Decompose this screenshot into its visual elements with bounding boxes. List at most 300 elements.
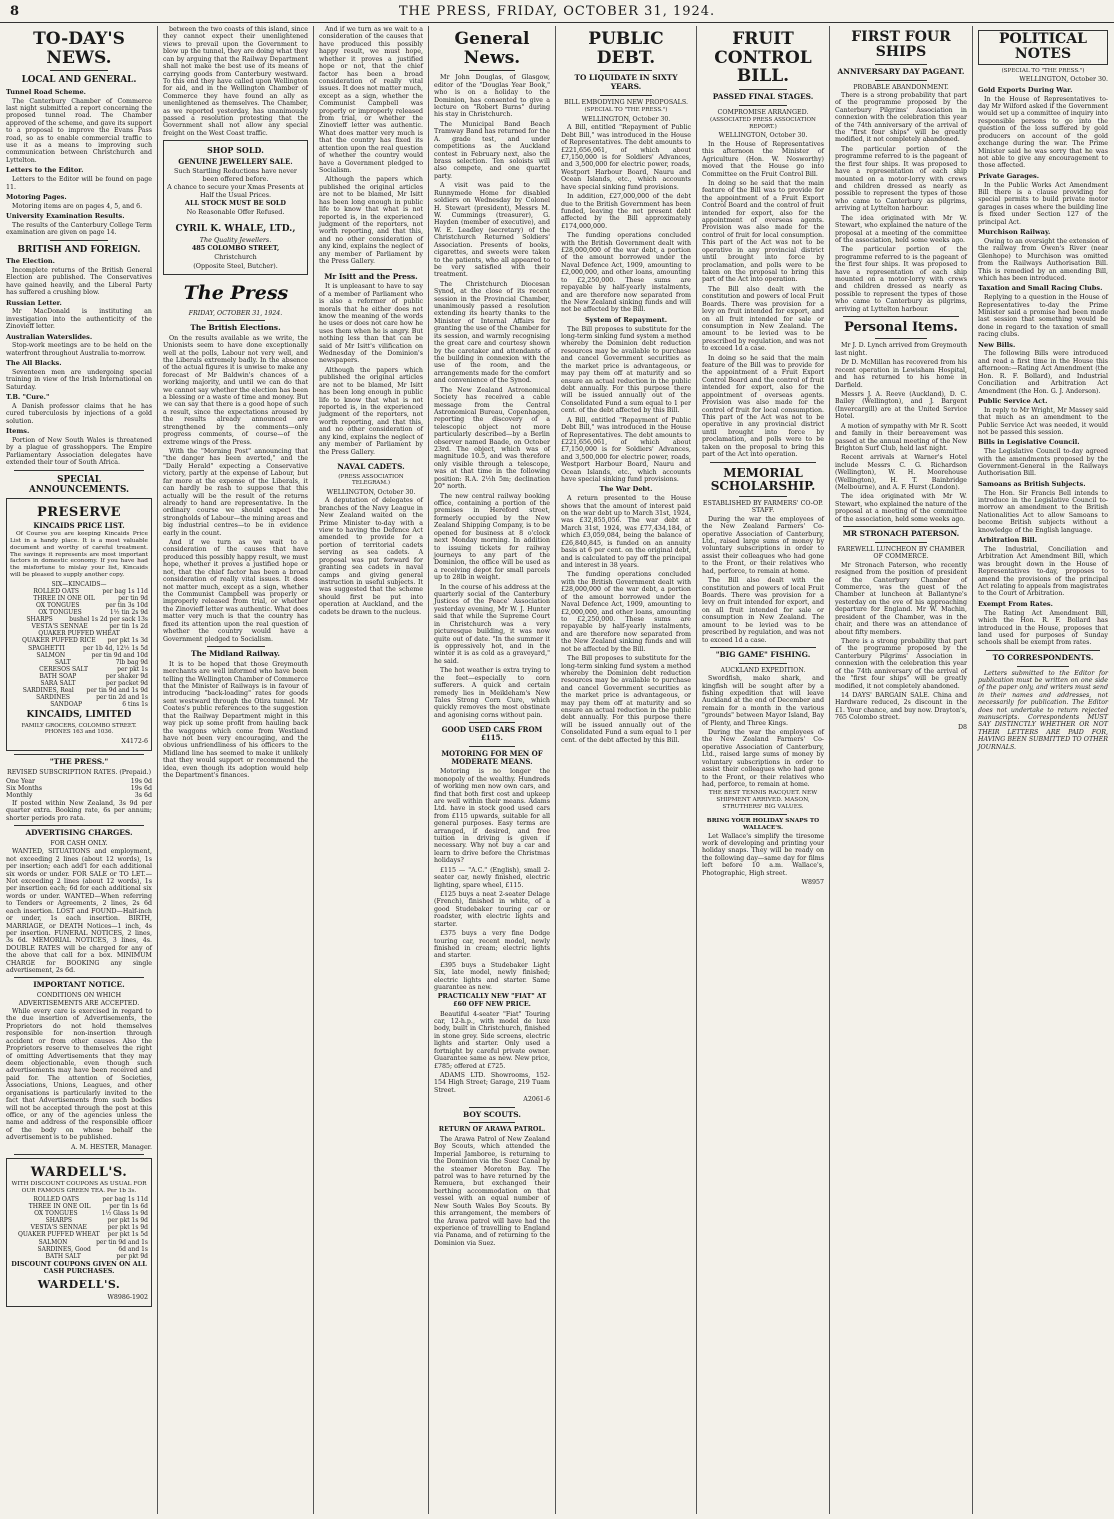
article-text: In doing so he said that the main feature of the Bill was to provide for the appointment of a Fruit Export Control Board and the control of fruit intended for export, also for the appointment of overseas agents. Provision was also made for the control of fruit for local consumption. This part of the Act was not to be operative in any provincial district until brought into force by proclamation, and polls were to be taken on the proposal to bring this part of the Act into operation. — [702, 179, 824, 284]
price-value: per pkt 1s 9d — [107, 1217, 148, 1225]
article-text: Mr Stronach Paterson, who recently resigned from the position of president of the Canterbury Chamber of Commerce, was the guest of the Chamber at luncheon at Ballantyne's yesterday on the eve of his approaching departure for England. Mr W. Machin, president of the Chamber, was in the chair, and there was an attendance of about fifty members. — [835, 561, 967, 636]
news-item-title: Items. — [6, 427, 30, 436]
news-item-text: Portion of New South Wales is threatened by a plague of grasshoppers. The Empire Parliamentary Association delegates have extended their tour of South Africa. — [6, 437, 152, 467]
divider — [207, 646, 265, 647]
ad-title: SHOP SOLD. — [207, 145, 264, 156]
note-text: In the House of Representatives to-day Mr Wilford asked if the Government would set up a committee of inquiry into responsible persons to go into the question of the loss suffered by gold producers on account of the gold exchange during the war. The Prime Minister said he was sorry that he was not able to give any encouragement to those affected. — [978, 95, 1108, 170]
advertising-title: ADVERTISING CHARGES. — [25, 828, 133, 838]
column-6 — [698, 26, 828, 1514]
editorial-continued: Although the papers which published the original articles are not to be blamed, Mr Isitt has been long enough in public life to know that what is not reported is, in the experienced judgment of the reporters, not worth reporting, and that this, and no other consideration of any kind, explains the neglect of any member of Parliament by the Press Gallery. — [319, 176, 423, 266]
memorial-title: MEMORIAL SCHOLARSHIP. — [710, 465, 816, 493]
price-item: QUAKER PUFFED WHEAT — [38, 630, 120, 638]
note-text: Owing to an oversight the extension of the railway from Owen's River (near Glenhope) to Murchison was omitted from the Railways Authorisation Bill. This is remedied by an amending Bill, which has been introduced. — [978, 237, 1108, 282]
fiat-headline: PRACTICALLY NEW "FIAT" AT £60 OFF NEW PRICE. — [437, 992, 547, 1009]
personal-item: Messrs J. A. Reeve (Auckland), D. C. Bailey (Wellington), and J. Bargent (Invercargill) are at the United Service Hotel. — [835, 391, 967, 421]
correspondents-title: TO CORRESPONDENTS. — [992, 652, 1094, 662]
motoring-text: Motoring is no longer the monopoly of the wealthy. Hundreds of working men now own cars, and find that both first cost and upkeep are well within their means. Adams Ltd. have in stock good used cars from £115 upwards, suitable for all general purposes. Easy terms are arranged, if desired, and free tuition in driving is given if necessary. Why not buy a car and learn to drive before the Christmas holidays? — [434, 768, 550, 865]
personal-items-title: Personal Items. — [844, 320, 958, 336]
news-item-title: Russian Letter. — [6, 298, 62, 307]
price-item: OX TONGUES — [34, 1210, 78, 1218]
ad-firm-sub: The Quality Jewellers. — [199, 235, 272, 244]
column-2 — [159, 26, 312, 1514]
divider — [50, 240, 108, 241]
article-text: During the war the employees of the New Zealand Farmers' Co-operative Association of Canterbury, Ltd., raised large sums of money by voluntary subscriptions in order to assist their colleagues who had gone to the Front, or their relatives who had, perforce, to remain at home. — [702, 515, 824, 575]
fiat-text: Beautiful 4-seater "Fiat" Touring car, 12-h.p., with model de luxe body, built in Christchurch, finished in stone grey. Side screens, electric lights and starter. Only used a fortnight by careful private owner. Guarantee same as new. New price, £785; offered at £725. — [434, 1010, 550, 1070]
british-foreign-heading: BRITISH AND FOREIGN. — [17, 244, 141, 255]
personal-item: Recent arrivals at Warner's Hotel include Messrs C. G. Richardson (Wellington), W. H. Moorehouse (Wellington), H. T. Bainbridge (Melbourne), and A. F. Hurst (London). — [835, 454, 967, 492]
note-text: The Legislative Council to-day agreed with the amendments proposed by the Government-General in the Railways Authorisation Bill. — [978, 448, 1108, 478]
news-item-text: Motoring items are on pages 4, 5, and 6. — [12, 202, 143, 210]
price-value: 1½ Glass 1s 9d — [101, 1210, 148, 1218]
divider — [350, 269, 392, 270]
boy-scouts-text: The Arawa Patrol of New Zealand Boy Scouts, which attended the Imperial Jamboree, is returning to the Dominion via the Suez Canal by the steamer Moreton Bay. The patrol was to have returned by the Remuera, but exchanged their berthing accommodation on that vessel with an equal number of New South Wales Boy Scouts. By this arrangement, the members of the Arawa patrol will have had the experience of travelling to England via Panama, and of returning to the Dominion via Suez. — [434, 1135, 550, 1247]
price-value: per pkt 1s 3d — [107, 637, 148, 645]
price-value: per packet 9d — [105, 679, 148, 687]
price-value: 7lb bag 9d — [115, 658, 148, 666]
price-item: VESTA'S SENNAE — [31, 623, 88, 631]
price-row — [10, 694, 148, 701]
price-row — [10, 623, 148, 630]
column-5 — [557, 26, 695, 1514]
svg-text:The Press: The Press — [183, 282, 288, 305]
price-value: bushel 1s 2d per sack 13s — [69, 616, 148, 624]
price-row — [10, 680, 148, 687]
divider — [710, 462, 816, 463]
car-listing: £395 buys a Studebaker Light Six, late model, newly finished; electric lights and starter. Same guarantee as new. — [434, 961, 550, 992]
wardells-advertisement — [6, 1158, 152, 1307]
editorial-title: The British Elections. — [190, 322, 281, 332]
divider — [739, 496, 788, 497]
car-listing: £375 buys a very fine Dodge touring car, recent model, newly finished in cream; electric lights and starter. — [434, 930, 550, 960]
price-row — [10, 1239, 148, 1246]
price-item: SARDINES — [36, 694, 70, 702]
press-emblem-icon — [166, 279, 306, 305]
price-value: per tin 3s 10d — [105, 602, 148, 610]
news-paragraph: Mr John Douglas, of Glasgow, editor of the "Douglas Year Book," who is on a holiday to the Dominion, has consented to give a lecture on "Robert Burns" during his stay in Christchurch. — [434, 74, 550, 119]
divider — [14, 825, 144, 826]
price-item: SPAGHETTI — [28, 644, 65, 652]
divider — [843, 526, 959, 527]
article-text: In addition, £27,000,000 of the debt due to the British Government has been funded, leaving the net present debt affected by the Bill approximately £174,000,000. — [561, 193, 691, 230]
news-item-title: T.B. "Cure." — [6, 393, 50, 402]
price-row — [10, 595, 148, 602]
article-text: The Bill proposes to substitute for the long-term sinking fund system a method whereby the Dominion debt reduction resources may be available to purchase and cancel Government securities as the market price is advantageous, or may pay them off at maturity and so ensure an actual reduction in the public debt annually. For this purpose there will be issued annually out of the Consolidated Fund a sum equal to 1 per cent. of the debt affected by this Bill. — [561, 655, 691, 744]
price-value: per pkt 9d — [116, 1252, 148, 1260]
stronach-title: MR STRONACH PATERSON. — [842, 529, 960, 539]
row-label: Monthly — [6, 792, 33, 800]
divider — [739, 814, 788, 815]
price-value: per tin 9d and 1s 9d — [86, 687, 148, 694]
divider — [14, 470, 144, 471]
subheading: ESTABLISHED BY FARMERS' CO-OP. STAFF. — [702, 499, 824, 515]
boy-scouts-sub: RETURN OF ARAWA PATROL. — [438, 1125, 546, 1134]
editorial-continued: And if we turn as we wait to a consideration of the causes that have produced this possibly happy result, we must hope, whether it proves a justified hope or not, that the chief factor has been a broad consideration of really vital issues. It does not matter much, except as a sign, whether the Communist Campbell was properly or improperly released from trial, or whether the Zinovieff letter was authentic. What does matter very much is that the country has fixed its attention upon the real question of whether the country would have a Government pledged to Socialism. — [319, 26, 423, 175]
price-row — [10, 630, 148, 637]
price-value: per tin 2d and 1s — [96, 694, 148, 702]
divider — [469, 1122, 515, 1123]
divider — [875, 542, 928, 543]
row-value: 3s 6d — [134, 792, 152, 800]
price-row — [10, 1196, 148, 1203]
price-item: CERESOS SALT — [39, 665, 88, 673]
note-title: Arbitration Bill. — [978, 536, 1037, 545]
news-paragraph: In the course of his address at the quarterly social of the Canterbury Justices of the Peace' Association yesterday evening, Mr W. J. Hunter said that while the Supreme Court in Christchurch was a very picturesque building, it was now quite out of date. "In the summer it is oppressively hot, and in the winter it is as cold as a graveyard," he said. — [434, 583, 550, 665]
ad-line: A chance to secure your Xmas Presents at Half the Usual Prices. — [167, 183, 304, 199]
note-text: In reply to Mr Wright, Mr Massey said that much as an amendment to the Public Service Act was needed, it would not be passed this session. — [978, 406, 1108, 436]
page-number: 8 — [10, 4, 20, 19]
subscription-title: "THE PRESS." — [49, 757, 109, 767]
column-1 — [2, 26, 156, 1514]
price-list — [10, 581, 148, 708]
note-title: Taxation and Small Racing Clubs. — [978, 284, 1103, 293]
note-title: Gold Exports During War. — [978, 85, 1073, 94]
ad-footer: DISCOUNT COUPONS GIVEN ON ALL CASH PURCHASES. — [11, 1259, 147, 1276]
note-text: The Rating Act Amendment Bill, which the Hon. R. F. Bollard has introduced in the House, proposes that land used for purposes of Sunday schools shall be exempt from rates. — [978, 609, 1108, 647]
ad-text: Of Course you are keeping Kincaids Price List in a handy place. It is a most valuable document and worthy of careful treatment. The savings it represents are most important factors in domestic economy. If you have had the misfortune to mislay your list, Kincaids will be pleased to supply another copy. — [10, 531, 148, 578]
todays-news-heading: TO-DAY'S NEWS. — [33, 29, 125, 68]
news-item-title: Tunnel Road Scheme. — [6, 87, 86, 96]
kincaids-advertisement — [6, 498, 152, 751]
divider — [875, 64, 928, 65]
column-8 — [974, 26, 1112, 1514]
news-item-text: Seventeen men are undergoing special training in view of the Irish International on Saturday. — [6, 368, 152, 391]
masthead — [0, 0, 1114, 23]
divider — [350, 459, 392, 460]
price-row — [10, 1210, 148, 1217]
divider — [875, 80, 928, 81]
byline: (SPECIAL TO "THE PRESS.") — [584, 107, 668, 114]
section-title: System of Repayment. — [584, 315, 668, 324]
news-paragraph: The Christchurch Diocesan Synod, at the close of its recent session in the Provincial Chamber, unanimously passed a resolution extending its hearty thanks to the Minister of Internal Affairs for granting the use of the Chamber for its session, and warmly recognising the great care and courtesy shown by the caretaker and attendants of the building in connexion with the use of the room, and the arrangements made for the comfort and convenience of the Synod. — [434, 280, 550, 385]
motoring-title: MOTORING FOR MEN OF MODERATE MEANS. — [441, 748, 543, 766]
ad-city: Christchurch — [214, 253, 257, 261]
divider — [739, 89, 788, 90]
price-row — [10, 645, 148, 652]
masthead-title: THE PRESS, FRIDAY, OCTOBER 31, 1924. — [398, 4, 716, 19]
article-text: The Bill also dealt with the constitution and powers of local Fruit Boards. There was provision for a levy on fruit intended for export, and on all fruit intended for sale or consumption in New Zealand. The amount to be levied was to be prescribed by regulation, and was not to exceed 1d a case. — [702, 285, 824, 353]
column-3 — [315, 26, 427, 1514]
price-item: SANDOAP — [50, 701, 82, 709]
correspondents-text: Letters submitted to the Editor for publication must be written on one side of the paper only, and writers must send in their names and addresses, not necessarily for publication. The Editor does not undertake to return rejected manuscripts. Correspondents MUST SAY DISTINCTLY WHETHER OR NOT THEIR LETTERS ARE PAID FOR, HAVING BEEN SUBMITTED TO OTHER JOURNALS. — [978, 669, 1108, 751]
price-row — [10, 659, 148, 666]
news-paragraph: A visit was paid to the Runnymede Home for disabled soldiers on Wednesday by Colonel H. Stewart (president), Messrs M. W. Cummings (treasurer), G. Hayden (member of executive), and W. E. Leadley (secretary) of the Christchurch Returned Soldiers' Association. Presents of books, cigarettes, and sweets were taken to the patients, who all appeared to be very satisfied with their treatment. — [434, 182, 550, 279]
article-text: The particular portion of the programme referred to is the pageant of the first four ships. It was proposed to have a representation of each ship mounted on a motor-lorry with crews and children dressed as nearly as possible to represent the types of those who came to Canterbury as pilgrims, arriving at Lyttelton harbour. — [835, 246, 967, 313]
price-item: BATH SOAP — [39, 672, 77, 680]
price-value: per tin 9d — [118, 594, 148, 602]
ad-ref: X4172-6 — [121, 738, 148, 746]
price-item: BATH SALT — [45, 1252, 81, 1260]
column-rule — [428, 26, 429, 1514]
price-row — [10, 637, 148, 644]
divider — [469, 746, 515, 747]
subheading: PROBABLE ABANDONMENT. — [853, 83, 949, 91]
price-item: SARDINES, Real — [22, 687, 74, 694]
article-text: The Bill proposes to substitute for the long-term sinking fund system a method whereby the Dominion debt reduction resources may be available to purchase and cancel Government securities as the market price is advantageous, or may pay them off at maturity and so ensure an actual reduction in the public debt annually. For this purpose there will be issued annually out of the Consolidated Fund a sum equal to 1 per cent. of the debt affected by this Bill. — [561, 325, 691, 415]
snaps-ad-title: BRING YOUR HOLIDAY SNAPS TO WALLACE'S. — [706, 817, 820, 831]
price-item: QUAKER PUFFED RICE — [21, 637, 96, 645]
divider — [14, 1154, 144, 1155]
note-title: Bills in Legislative Council. — [978, 438, 1080, 447]
price-item: ROLLED OATS — [33, 1196, 79, 1204]
column-rule — [972, 26, 973, 1514]
subscription-row — [6, 785, 152, 792]
editorial-text: On the results available as we write, the Unionists seem to have done exceptionally well at the polls, Labour not very well, and the Liberals extremely badly. In the absence of the actual figures it is unwise to make any forecast of Mr Baldwin's chances of a working majority, and until we can do that we cannot say whether the election has been a blessing or a waste of time and money. But we can say that there is a good hope of such a result, since the expectations aroused by the results already announced are strengthened by the comments—only progress comments, of course—of the extreme wings of the Press. — [163, 334, 308, 446]
editorial-text: Although the papers which published the original articles are not to be blamed, Mr Isitt has been long enough in public life to know that what is not reported is, in the experienced judgment of the reporters, not worth reporting, and that this, and no other consideration of any kind, explains the neglect of any member of Parliament by the Press Gallery. — [319, 366, 423, 456]
divider — [843, 316, 959, 317]
the-press-logo — [163, 279, 308, 307]
subheading: FAREWELL LUNCHEON BY CHAMBER OF COMMERCE. — [837, 545, 965, 561]
divider — [207, 320, 265, 321]
price-row — [10, 1253, 148, 1260]
editorial-text: With the "Morning Post" announcing that "the danger has been averted," and the "Daily Herald" expecting a Conservative victory, partly at the expense of Labour, but far more at the expense of the Liberals, it can hardly be rash to suppose that this actually will be the result of the returns already to hand are representative. In the ordinary course we should expect the strongholds of Labour—the mining areas and big industrial centres—to be in evidence early in the count. — [163, 448, 308, 537]
price-value: per shaker 9d — [105, 672, 148, 680]
article-text: The idea originated with Mr W. Stewart, who explained the nature of the proposal at a meeting of the committee of the association, held some weeks ago. — [835, 214, 967, 244]
editorial-title: The Midland Railway. — [191, 648, 280, 658]
column-7 — [831, 26, 971, 1514]
column-rule — [555, 26, 556, 1514]
price-value: 1½ tin 2s 9d — [109, 609, 148, 617]
divider — [986, 650, 1100, 651]
ad-line: Such Startling Reductions have never been offered before. — [174, 167, 297, 183]
note-title: New Bills. — [978, 340, 1016, 349]
article-text: between the two coasts of this island, since they cannot expect their unenlightened views to prevail upon the Government to blow up the tunnel, they are doing what they can by arguing that the Railway Department shall not make the best use of its means of carrying goods from Canterbury westward. To this end they have called upon Wellington for aid, and in the Wellington Chamber of Commerce they have found an ally as unenlightened as themselves. The Chamber, as we reported yesterday, has unanimously passed a resolution protesting that the Government shall not allow any special freight on the West Coast traffic. — [163, 26, 308, 137]
tennis-ad: THE BEST TENNIS RACQUET. NEW SHIPMENT ARRIVED. MASON, STRUTHERS' BIG VALUES. — [708, 790, 818, 811]
article-text: A Bill, entitled "Repayment of Public Debt Bill," was introduced in the House of Representatives. The debt amounts to £221,656,061, of which about £7,150,000 is for Soldiers' Advances, and 3,500,000 for electric power, roads, Westport Harbour Board, Nauru and Ocean Islands, etc., which accounts have special sinking fund provisions. — [561, 124, 691, 191]
divider — [600, 70, 652, 71]
divider — [1017, 666, 1069, 667]
price-row — [10, 1231, 148, 1238]
row-label: Six Months — [6, 785, 42, 793]
dateline: WELLINGTON, October 30. — [718, 132, 808, 140]
subheading: ANNIVERSARY DAY PAGEANT. — [837, 66, 965, 76]
price-row — [10, 673, 148, 680]
price-row — [10, 581, 148, 588]
price-value: per pkt 1s — [117, 665, 148, 673]
editorial-text: It is to be hoped that those Greymouth merchants are well informed who have been telling the Wellington Chamber of Commerce that the Minister of Railways is in favour of introducing "back-loading" rates for goods sent westward through the Otira tunnel. Mr Coates's public references to the suggestion that the Railway Department might in this way pick up some profit from hauling back the waggons which come from Westland have not been very encouraging, and the obvious unfriendliness of his officers to the Midland line has seemed to make it unlikely that they would support or recommend the idea, even though its adoption would help the Department's finances. — [163, 660, 308, 780]
price-value: per tin 9d and 10d — [91, 651, 148, 659]
byline: (SPECIAL TO "THE PRESS.") — [1001, 67, 1085, 74]
political-notes-heading: POLITICAL NOTES — [978, 30, 1108, 65]
price-value: per tin 1s 2d — [109, 623, 148, 631]
divider — [875, 338, 928, 339]
subheading: PASSED FINAL STAGES. — [712, 92, 814, 102]
byline: (PRESS ASSOCIATION TELEGRAM.) — [338, 473, 404, 487]
editorial-title: Mr Isitt and the Press. — [324, 271, 418, 281]
price-item: SALMON — [36, 651, 66, 659]
notice-title: IMPORTANT NOTICE. — [33, 980, 125, 990]
article-text: A deputation of delegates of branches of the Navy League in New Zealand waited on the Prime Minister to-day with a view to having the Defence Act amended to provide for a portion of territorial cadets serving as sea cadets. A proposal was put forward for granting sea cadets in naval camps and giving general instruction in useful subjects. It was suggested that the scheme should first be put into operation at Auckland, and the cadets be drawn to the nucleus. — [319, 497, 423, 616]
ad-company: KINCAIDS, LIMITED — [26, 710, 132, 721]
subheading: COMPROMISE ARRANGED. — [717, 108, 809, 116]
column-rule — [313, 26, 314, 1514]
ad-ref: D8 — [957, 723, 967, 731]
note-title: Private Garages. — [978, 171, 1040, 180]
note-title: Murchison Railway. — [978, 228, 1051, 237]
logo-date: FRIDAY, OCTOBER 31, 1924. — [188, 309, 283, 317]
notice-head: CONDITIONS ON WHICH ADVERTISEMENTS ARE ACCEPTED. — [18, 992, 140, 1007]
ad-note: (Opposite Steel, Butcher). — [193, 261, 278, 270]
price-row — [10, 1203, 148, 1210]
column-rule — [696, 26, 697, 1514]
jewellery-advertisement — [163, 140, 308, 275]
advertising-text: WANTED, SITUATIONS and employment, not exceeding 2 lines (about 12 words), 1s per insertion; each add'l for each additional six words or under. FOR SALE or TO LET.—Not exceeding 2 lines (about 12 words), 1s per insertion each; 6d for each additional six words or under. WANTED—When referring to Tenders or Agreements, 2 lines, 2s 6d each insertion. LOST and FOUND—Half-inch or under, 1s each insertion. BIRTH, MARRIAGE, or DEATH Notices—1 inch, 4s per insertion. FUNERAL NOTICES, 2 lines, 3s 6d. MEMORIAL NOTICES, 3 lines, 4s. DOUBLE RATES will be charged for any of the above that call for a box. MINIMUM CHARGE for BOOKING any single advertisement, 2s 6d. — [6, 848, 152, 975]
divider — [469, 1107, 515, 1108]
note-title: Exempt From Rates. — [978, 599, 1053, 608]
column-rule — [157, 26, 158, 1514]
divider — [14, 977, 144, 978]
dateline: WELLINGTON, October 30. — [581, 115, 671, 123]
price-row — [10, 588, 148, 595]
price-item: VESTA'S SENNAE — [30, 1224, 87, 1232]
ad-subheadline: KINCAIDS PRICE LIST. — [33, 520, 125, 530]
price-item: SHARPS — [26, 616, 53, 624]
divider — [469, 722, 515, 723]
price-value: per bag 1s 11d — [102, 587, 148, 595]
price-row — [10, 1217, 148, 1224]
price-value: per tin 1s 6d — [109, 1203, 148, 1211]
price-item: THREE IN ONE OIL — [33, 594, 95, 602]
price-row — [10, 701, 148, 708]
ad-signature: WARDELL'S. — [37, 1277, 121, 1291]
price-item: SALMON — [38, 1238, 68, 1246]
ad-line: GENUINE JEWELLERY SALE. — [178, 156, 293, 166]
price-row — [10, 1224, 148, 1231]
price-item: THREE IN ONE OIL — [28, 1203, 91, 1211]
general-news-heading: General News. — [454, 29, 530, 68]
row-value: 19s 0d — [130, 777, 152, 785]
price-value: per pkt 1s 5d — [107, 1231, 148, 1239]
price-item: OX TONGUES — [35, 602, 80, 610]
price-row — [10, 666, 148, 673]
news-paragraph: The New Zealand Astronomical Society has received a cable message from the Central Astronomical Bureau, Copenhagen, reporting the discovery of a telescopic object not more particularly described—by a Berlin observer named Baade, on October 23rd. The object, which was of magnitude 10.5, and was therefore only visible through a telescope, was at that time in the following position: R.A. 2½h 5m; declination 20° north. — [434, 386, 550, 491]
article-text: The particular portion of the programme referred to is the pageant of the first four ships. It was proposed to have a representation of each ship mounted on a motor-lorry with crews and children dressed as nearly as possible to represent the types of those who came to Canterbury as pilgrims, arriving at Lyttelton harbour. — [835, 145, 967, 213]
price-row — [10, 1246, 148, 1253]
news-item-title: Motoring Pages. — [6, 192, 67, 201]
personal-item: A motion of sympathy with Mr R. Scott and family in their bereavement was passed at the annual meeting of the New Brighton Surf Club, held last night. — [835, 422, 967, 452]
price-item: OX TONGUES — [38, 609, 82, 617]
price-list — [10, 1196, 148, 1260]
ad-headline: PRESERVE — [36, 505, 122, 521]
article-text: The Bill also dealt with the constitution and powers of local Fruit Boards. There was provision for a levy on fruit intended for export, and on all fruit intended for sale or consumption in New Zealand. The amount to be levied was to be prescribed by regulation, and was not to exceed 1d a case. — [702, 577, 824, 644]
section-title: The War Debt. — [599, 485, 653, 494]
foreign-items — [6, 258, 152, 467]
subscription-subtitle: REVISED SUBSCRIPTION RATES. (Prepaid.) — [6, 769, 152, 777]
price-value: 6 tins 1s — [122, 701, 148, 709]
price-value: per pkt 1s 9d — [107, 1224, 148, 1232]
naval-cadets-title: NAVAL CADETS. — [337, 461, 405, 471]
price-row — [10, 602, 148, 609]
article-text: There is a strong probability that part of the programme proposed by the Canterbury Pilgrims' Association in connexion with the celebration this year of the 74th anniversary of the arrival of the "first four ships" will be greatly modified, it not completely abandoned. — [835, 91, 967, 144]
fruit-control-heading: FRUIT CONTROL BILL. — [714, 29, 812, 87]
first-four-ships-heading: FIRST FOUR SHIPS — [851, 29, 951, 61]
advertising-subtitle: FOR CASH ONLY. — [50, 839, 108, 847]
car-listing: £115 — "A.C." (English), small 2-seater car, newly finished, electric lighting, spare wheel, £115. — [434, 866, 550, 889]
price-row — [10, 616, 148, 623]
news-item-title: The Election. — [6, 257, 55, 266]
note-title: Public Service Act. — [978, 396, 1048, 405]
ad-firm: CYRIL K. WHALE, LTD., — [175, 224, 296, 235]
subscription-row — [6, 792, 152, 799]
notice-text: While every care is exercised in regard to the due insertion of Advertisements, the Proprietors do not hold themselves responsible for non-insertion through accident or from other causes. Also the Proprietors reserve to themselves the right of omitting Advertisements that they may deem objectionable, even though such advertisements may have been received and paid for. The attention of Societies, Associations, Unions, Leagues, and other organisations is particularly invited to the fact that Advertisements from such bodies will not be accepted through the post at this office, or any of the agencies unless the name and address of the responsible officer of the body on whose behalf the advertisement is to be published. — [6, 1008, 152, 1142]
price-value: per tin 9d and 1s — [96, 1238, 148, 1246]
subheading: TO LIQUIDATE IN SIXTY YEARS. — [574, 73, 678, 92]
price-item: SHARPS — [45, 1217, 72, 1225]
column-4 — [430, 26, 554, 1514]
price-item: SALT — [54, 658, 71, 666]
divider — [710, 647, 816, 648]
note-text: The following Bills were introduced and read a first time in the House this afternoon:—Rating Act Amendment (the Hon. R. F. Bollard), and Industrial Conciliation and Arbitration Act Amendment (the Hon. G. J. Anderson). — [978, 350, 1108, 395]
personal-item: Mr J. D. Lynch arrived from Greymouth last night. — [835, 342, 967, 357]
news-item-text: A Danish professor claims that he has cured tuberculosis by injections of a gold solution. — [6, 402, 152, 425]
note-text: Replying to a question in the House of Representatives to-day the Prime Minister said a promise had been made last session that something would be done in regard to the taxation of small racing clubs. — [978, 294, 1108, 339]
news-item-text: Stop-work meetings are to be held on the waterfront throughout Australia to-morrow. — [6, 342, 152, 357]
news-paragraph: The new central railway booking office, containing a portion of the premises in Hereford street, formerly occupied by the New Zealand Shipping Company, is to be opened for business at 8 o'clock next Monday morning. In addition to issuing tickets for railway journeys to any part of the Dominion, the office will be used as a receiving depot for small parcels up to 28lb in weight. — [434, 492, 550, 582]
price-row — [10, 609, 148, 616]
subheading: BILL EMBODYING NEW PROPOSALS. — [564, 98, 688, 106]
article-text: The funding operations concluded with the British Government dealt with £28,000,000 of the war debt, a portion of the amount borrowed under the Naval Defence Act, 1909, amounting to £2,000,000, and other loans, amounting to £2,250,000. These sums are repayable by half-yearly instalments, and are therefore now separated from the New Zealand sinking funds and will not be affected by the Bill. — [561, 571, 691, 653]
note-text: The Industrial, Conciliation and Arbitration Act Amendment Bill, which was brought down in the House of Representatives to-day, proposes to amend the provisions of the principal Act relating to appeals from magistrates to the Court of Arbitration. — [978, 545, 1108, 598]
news-paragraph: The Municipal Band Beach Tramway Band has returned for the A. grade test, and under competitions as the Auckland contest in February next, also the brass selection. Ten soloists will also compete, and one quartet party. — [434, 120, 550, 180]
article-text: In the House of Representatives this afternoon the Minister of Agriculture (Hon. W. Nosworthy) moved that the House go into Committee on the Fruit Control Bill. — [702, 140, 824, 178]
subscription-note: If posted within New Zealand, 3s 9d per quarter extra. Booking rate, 6s per annum; shorter periods pro rata. — [6, 799, 152, 822]
article-text: In doing so he said that the main feature of the Bill was to provide for the appointment of a Fruit Export Control Board and the control of fruit intended for export, also for the appointment of overseas agents. Provision was also made for the control of fruit for local consumption. This part of the Act was not to be operative in any provincial district until brought into force by proclamation, and polls were to be taken on the proposal to bring this part of the Act into operation. — [702, 354, 824, 459]
row-value: 19s 6d — [130, 785, 152, 793]
car-listing: £125 buys a neat 2-seater Delage (French), finished in white, of a good Studebaker touring car or roadster, with electric lights and starter. — [434, 890, 550, 928]
personal-item: The idea originated with Mr W. Stewart, who explained the nature of the proposal at a meeting of the committee of the association, held some weeks ago. — [835, 493, 967, 523]
ad-line: No Reasonable Offer Refused. — [186, 207, 285, 216]
article-text: During the war the employees of the New Zealand Farmers' Co-operative Association of Canterbury, Ltd., raised large sums of money by voluntary subscriptions in order to assist their colleagues who had gone to the Front, or their relatives who had, perforce, to remain at home. — [702, 729, 824, 788]
divider — [14, 754, 144, 755]
ad-ref: W8986-1902 — [107, 1293, 148, 1301]
article-text: A return presented to the House shows that the amount of interest paid on the war debt up to March 31st, 1924, was £32,855,056. The war debt at March 31st, 1924, was £77,434,184, of which £3,059,084, being the balance of £26,840,845, is funded on an annuity basis at 6 per cent. on the original debt, and is calculated to pay off the principal and interest in 38 years. — [561, 495, 691, 570]
subheading: AUCKLAND EXPEDITION. — [720, 666, 806, 674]
article-text: The funding operations concluded with the British Government dealt with £28,000,000 of the war debt, a portion of the amount borrowed under the Naval Defence Act, 1909, amounting to £2,000,000, and other loans, amounting to £2,250,000. These sums are repayable by half-yearly instalments, and are therefore now separated from the New Zealand sinking funds and will not be affected by the Bill. — [561, 232, 691, 314]
price-value: per 1b 4d, 12½ 1s 5d — [82, 644, 148, 652]
big-game-title: "BIG GAME" FISHING. — [715, 649, 811, 659]
news-item-text: The Canterbury Chamber of Commerce last night submitted a report concerning the proposed tunnel road. The Chamber approved of the scheme, and gave its support to a proposal to improve the Evans Pass road, so as to enable commercial traffic to use it as a means to improving such communication between Christchurch and Lyttelton. — [6, 97, 152, 164]
ad-subheadline: WITH DISCOUNT COUPONS AS USUAL FOR OUR FAMOUS GREEN TEA. Per 1b 3s. — [11, 1181, 147, 1195]
row-label: One Year — [6, 777, 36, 785]
subscription-row — [6, 778, 152, 785]
notice-signature: A. M. HESTER, Manager. — [70, 1143, 152, 1151]
column-rule — [829, 26, 830, 1514]
price-row — [10, 652, 148, 659]
divider — [50, 70, 108, 71]
news-item-title: University Examination Results. — [6, 212, 125, 221]
snaps-ad-text: Let Wallace's simplify the tiresome work of developing and printing your holiday snaps. They will be ready on the following day—same day for films left before 10 a.m. Wallace's, Photographic, High street. — [702, 832, 824, 877]
ad-address: 485 COLOMBO STREET, — [191, 244, 280, 253]
local-items — [6, 89, 152, 237]
boy-scouts-title: BOY SCOUTS. — [463, 1109, 521, 1119]
price-value: 6d and 1s — [118, 1245, 148, 1253]
note-text: In the Public Works Act Amendment Bill there is a clause providing for special permits to build private motor garages in cases where the building line is fixed under Section 127 of the principal Act. — [978, 181, 1108, 226]
local-general-heading: LOCAL AND GENERAL. — [21, 75, 137, 86]
news-item-text: The results of the Canterbury College Term examination are given on page 14. — [6, 221, 152, 237]
bargain-ad: 14 DAYS' BARGAIN SALE. China and Hardware reduced, 2s discount in the £1. Your chance, and buy now. Drayton's, 765 Colombo street. — [835, 691, 967, 722]
price-item: SIX—KINCAIDS— — [51, 580, 107, 588]
ad-company-address: FAMILY GROCERS, COLOMBO STREET. PHONES 163 and 1036. — [21, 722, 137, 736]
price-item: SARDINES, Good — [37, 1245, 91, 1253]
price-item: SARA SALT — [40, 679, 76, 687]
ad-ref: W8957 — [801, 879, 824, 887]
article-text: There is a strong probability that part of the programme proposed by the Canterbury Pilgrims' Association in connexion with the celebration this year of the 74th anniversary of the arrival of the "first four ships" will be greatly modified, it not completely abandoned. — [835, 637, 967, 690]
special-announcements-heading: SPECIAL ANNOUNCEMENTS. — [28, 474, 130, 496]
dateline: WELLINGTON, October 30. — [326, 488, 416, 496]
news-item-title: Letters to the Editor. — [6, 166, 84, 175]
news-paragraph: The hot weather is extra trying to the feet—especially to corn sufferers. A quick and certain remedy lies in Meikleham's New Tales Strong Corn Cure, which quickly removes the most obstinate and agonising corns without pain. — [434, 667, 550, 719]
article-text: Swordfish, mako shark, and kingfish will be sought after by a fishing expedition that will leave Auckland at the end of December and remain for a month in the various "grounds" between Mayor Island, Bay of Plenty, and Three Kings. — [702, 675, 824, 727]
good-cars-title: GOOD USED CARS FROM £115. — [441, 725, 543, 743]
